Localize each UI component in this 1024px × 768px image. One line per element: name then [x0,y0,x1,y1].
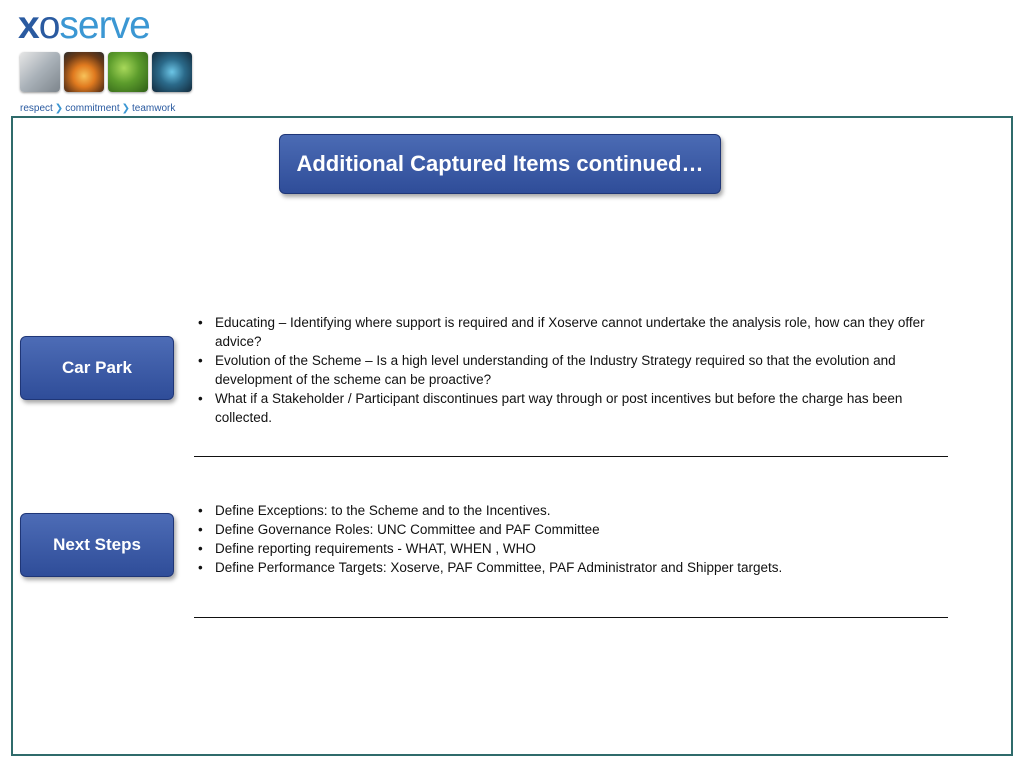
list-item: • Educating – Identifying where support is required and if Xoserve cannot undertake the analysis role, how can they offer advice? [196,313,948,351]
page-title: Additional Captured Items continued… [279,134,721,194]
next-steps-list [196,501,948,577]
content-frame [11,116,1013,756]
keyboard-tile-image [20,52,60,92]
tagline-commitment: commitment [65,103,120,114]
circuit-board-tile-image [152,52,192,92]
list-item: • Define Performance Targets: Xoserve, PAF Committee, PAF Administrator and Shipper targets. [196,558,948,577]
tagline-respect: respect [20,103,53,114]
car-park-list [196,313,948,427]
gas-flame-tile-image [64,52,104,92]
next-steps-label: Next Steps [20,513,174,577]
list-item: • Define Exceptions: to the Scheme and to the Incentives. [196,501,948,520]
divider [194,617,948,618]
logo-image-tiles [20,52,192,92]
logo-wordmark: xoserve [18,4,150,47]
leaves-tile-image [108,52,148,92]
chevron-right-icon: ❯ [54,103,64,114]
logo-tagline [20,103,175,114]
list-item: • Define Governance Roles: UNC Committee and PAF Committee [196,520,948,539]
list-item: • Evolution of the Scheme – Is a high level understanding of the Industry Strategy required so that the evolution and development of the scheme can be proactive? [196,351,948,389]
car-park-label: Car Park [20,336,174,400]
tagline-teamwork: teamwork [132,103,176,114]
list-item: • What if a Stakeholder / Participant discontinues part way through or post incentives but before the charge has been collected. [196,389,948,427]
divider [194,456,948,457]
chevron-right-icon: ❯ [121,103,131,114]
xoserve-logo [18,6,208,118]
list-item: • Define reporting requirements - WHAT, WHEN , WHO [196,539,948,558]
